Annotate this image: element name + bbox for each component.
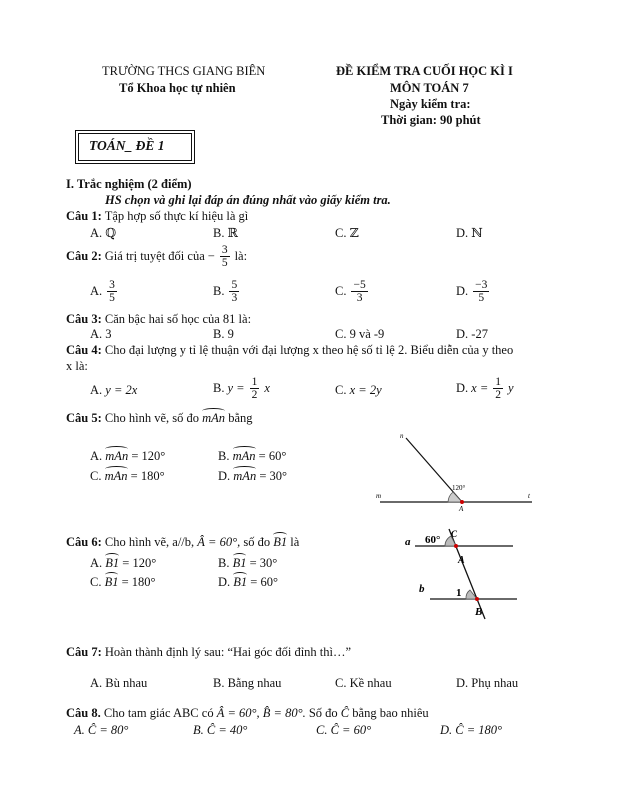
label-a: a	[405, 536, 411, 548]
label-B: B	[475, 606, 483, 618]
option-letter: B.	[218, 449, 230, 463]
option-letter: C.	[335, 284, 347, 299]
angle-B1: B1	[104, 575, 119, 589]
q8-option-b: B. Ĉ = 40°	[193, 723, 248, 737]
q4-option-d	[456, 376, 514, 401]
option-value: = 180°	[130, 469, 165, 483]
question-5	[66, 411, 253, 426]
q7-option-a: A. Bù nhau	[90, 676, 148, 690]
numerator: 3	[109, 279, 115, 291]
question-label: Câu 7:	[66, 645, 102, 659]
question-text-2: Số đo	[308, 706, 338, 720]
question-text: Tập hợp số thực kí hiệu là gì	[104, 209, 249, 223]
q1-option-c: C. ℤ	[335, 226, 359, 240]
option-letter: D.	[218, 469, 231, 483]
school-name: TRƯỜNG THCS GIANG BIÊN	[102, 64, 266, 78]
option-value: = 120°	[122, 556, 157, 570]
q5-option-a	[90, 449, 165, 464]
question-4-cont: x là:	[66, 359, 88, 373]
question-text: Cho hình vẽ, số đo	[104, 411, 200, 425]
q6-option-b	[218, 556, 277, 571]
exam-title: ĐỀ KIỂM TRA CUỐI HỌC KÌ I	[336, 64, 513, 78]
option-letter: C.	[90, 469, 102, 483]
option-letter: A.	[90, 284, 103, 299]
fraction	[229, 279, 239, 304]
section-title: I. Trắc nghiệm (2 điểm)	[66, 177, 192, 191]
question-2	[66, 244, 247, 269]
question-text-end: bằng	[228, 411, 253, 425]
question-label: Câu 4:	[66, 343, 102, 357]
numerator: 1	[495, 376, 502, 388]
option-value: = 60°	[250, 575, 278, 589]
option-letter: A.	[90, 383, 103, 397]
option-letter: B.	[213, 381, 225, 396]
question-text-end: là	[290, 535, 300, 549]
angle-B1: B1	[105, 556, 120, 570]
q4-option-c	[335, 383, 382, 398]
exam-time: Thời gian: 90 phút	[381, 113, 481, 127]
option-expression: y = 2x	[105, 383, 138, 397]
q5-option-c	[90, 469, 165, 484]
option-value: = 30°	[249, 556, 278, 570]
q1-option-d: D. ℕ	[456, 226, 483, 240]
section-instruction: HS chọn và ghi lại đáp án đúng nhất vào giấy kiểm tra.	[105, 193, 391, 207]
q3-option-a: A. 3	[90, 327, 112, 341]
option-letter: B.	[218, 556, 230, 570]
angle-mAn: mAn	[202, 411, 226, 425]
denominator: 3	[231, 292, 238, 305]
point-A	[454, 544, 458, 548]
denominator: 2	[495, 389, 502, 402]
question-label: Câu 2:	[66, 249, 102, 264]
department-name: Tổ Khoa học tự nhiên	[119, 81, 236, 95]
option-value: = 120°	[131, 449, 166, 463]
figure-q6	[395, 525, 525, 622]
q6-option-c	[90, 575, 156, 590]
denominator: 3	[356, 292, 363, 305]
fraction	[473, 279, 489, 304]
question-label: Câu 5:	[66, 411, 102, 425]
minus-sign: −	[207, 249, 215, 264]
q2-option-a	[90, 279, 119, 304]
option-letter: D.	[456, 381, 469, 396]
label-angle: 120°	[452, 484, 466, 492]
q8-option-a: A. Ĉ = 80°	[74, 723, 129, 737]
q5-option-d	[218, 469, 287, 484]
question-text-end: là:	[234, 249, 248, 264]
q7-option-c: C. Kề nhau	[335, 676, 392, 690]
question-text: Căn bậc hai số học của 81 là:	[104, 312, 252, 326]
label-C: C	[451, 529, 458, 539]
asked-angle: Ĉ	[340, 706, 350, 720]
question-label: Câu 3:	[66, 312, 102, 326]
question-text: Hoàn thành định lý sau: “Hai góc đối đỉnh thì…”	[104, 645, 352, 659]
given-angle: Â = 60°,	[197, 535, 241, 549]
option-value: = 60°	[258, 449, 287, 463]
q3-option-d: D. -27	[456, 327, 488, 341]
fraction	[351, 279, 367, 304]
angle-B1: B1	[233, 575, 248, 589]
question-text: Cho tam giác ABC có	[103, 706, 214, 720]
fraction	[107, 279, 117, 304]
label-A: A	[458, 555, 465, 566]
option-letter: B.	[213, 284, 225, 299]
question-8	[66, 706, 429, 721]
angle-mAn: mAn	[232, 449, 256, 463]
given-angles: Â = 60°, B̂ = 80°.	[216, 706, 306, 720]
fraction	[493, 376, 503, 401]
option-letter: A.	[90, 556, 103, 570]
fraction	[250, 376, 260, 401]
angle-mAn: mAn	[105, 449, 129, 463]
q8-option-d: D. Ĉ = 180°	[440, 723, 503, 737]
question-text-end: bằng bao nhiêu	[352, 706, 429, 720]
q3-option-b: B. 9	[213, 327, 234, 341]
figure-q5	[370, 430, 540, 515]
option-variable: x	[264, 381, 270, 396]
option-expression: x = 2y	[349, 383, 382, 397]
q4-option-a	[90, 383, 137, 398]
numerator: 5	[231, 279, 238, 291]
q7-option-b: B. Bằng nhau	[213, 676, 282, 690]
option-letter: C.	[90, 575, 102, 589]
angle-B1: B1	[232, 556, 247, 570]
question-label: Câu 8.	[66, 706, 101, 720]
label-t: t	[528, 492, 530, 500]
question-1	[66, 209, 248, 224]
q1-option-b: B. ℝ	[213, 226, 238, 240]
fraction	[220, 244, 230, 269]
q7-option-d: D. Phụ nhau	[456, 676, 519, 690]
angle-mAn: mAn	[233, 469, 257, 483]
denominator: 5	[478, 292, 485, 305]
q8-option-c: C. Ĉ = 60°	[316, 723, 372, 737]
question-label: Câu 1:	[66, 209, 102, 223]
label-A: A	[459, 505, 464, 513]
q2-option-b	[213, 279, 241, 304]
label-angle: 60°	[425, 534, 441, 546]
option-value: = 30°	[259, 469, 288, 483]
option-letter: D.	[456, 284, 469, 299]
question-3	[66, 312, 251, 327]
denominator: 5	[109, 292, 115, 305]
option-letter: C.	[335, 383, 347, 397]
numerator: 1	[251, 376, 258, 388]
option-letter: D.	[218, 575, 231, 589]
numerator: −3	[475, 279, 488, 291]
label-1: 1	[456, 587, 462, 599]
angle-B1: B1	[273, 535, 288, 549]
q2-option-d	[456, 279, 491, 304]
question-4	[66, 343, 513, 358]
q6-option-a	[90, 556, 156, 571]
q4-option-b	[213, 376, 270, 401]
question-7	[66, 645, 351, 660]
label-m: m	[376, 492, 382, 500]
exam-date: Ngày kiểm tra:	[390, 97, 471, 111]
point-A	[460, 500, 464, 504]
q3-option-c: C. 9 và -9	[335, 327, 385, 341]
question-text: Cho đại lượng y tỉ lệ thuận với đại lượng x theo hệ số tỉ lệ 2. Biểu diễn của y theo	[104, 343, 514, 357]
question-text-2: số đo	[243, 535, 271, 549]
question-text: Cho hình vẽ, a//b,	[104, 535, 195, 549]
q2-option-c	[335, 279, 370, 304]
option-variable: y	[508, 381, 514, 396]
question-label: Câu 6:	[66, 535, 102, 549]
q1-option-a: A. ℚ	[90, 226, 117, 240]
label-b: b	[419, 583, 425, 595]
label-n: n	[400, 432, 404, 440]
option-value: = 180°	[121, 575, 156, 589]
numerator: −5	[353, 279, 366, 291]
exam-code: TOÁN_ ĐỀ 1	[89, 138, 165, 153]
option-letter: A.	[90, 449, 103, 463]
point-B	[475, 597, 479, 601]
denominator: 5	[221, 257, 228, 270]
option-expression: x =	[471, 381, 489, 396]
q6-option-d	[218, 575, 278, 590]
numerator: 3	[221, 244, 228, 256]
exam-subject: MÔN TOÁN 7	[390, 81, 469, 95]
option-expression: y =	[227, 381, 245, 396]
angle-mAn: mAn	[104, 469, 128, 483]
question-6	[66, 535, 299, 550]
denominator: 2	[251, 389, 258, 402]
q5-option-b	[218, 449, 286, 464]
question-text: Giá trị tuyệt đối của	[104, 249, 205, 264]
